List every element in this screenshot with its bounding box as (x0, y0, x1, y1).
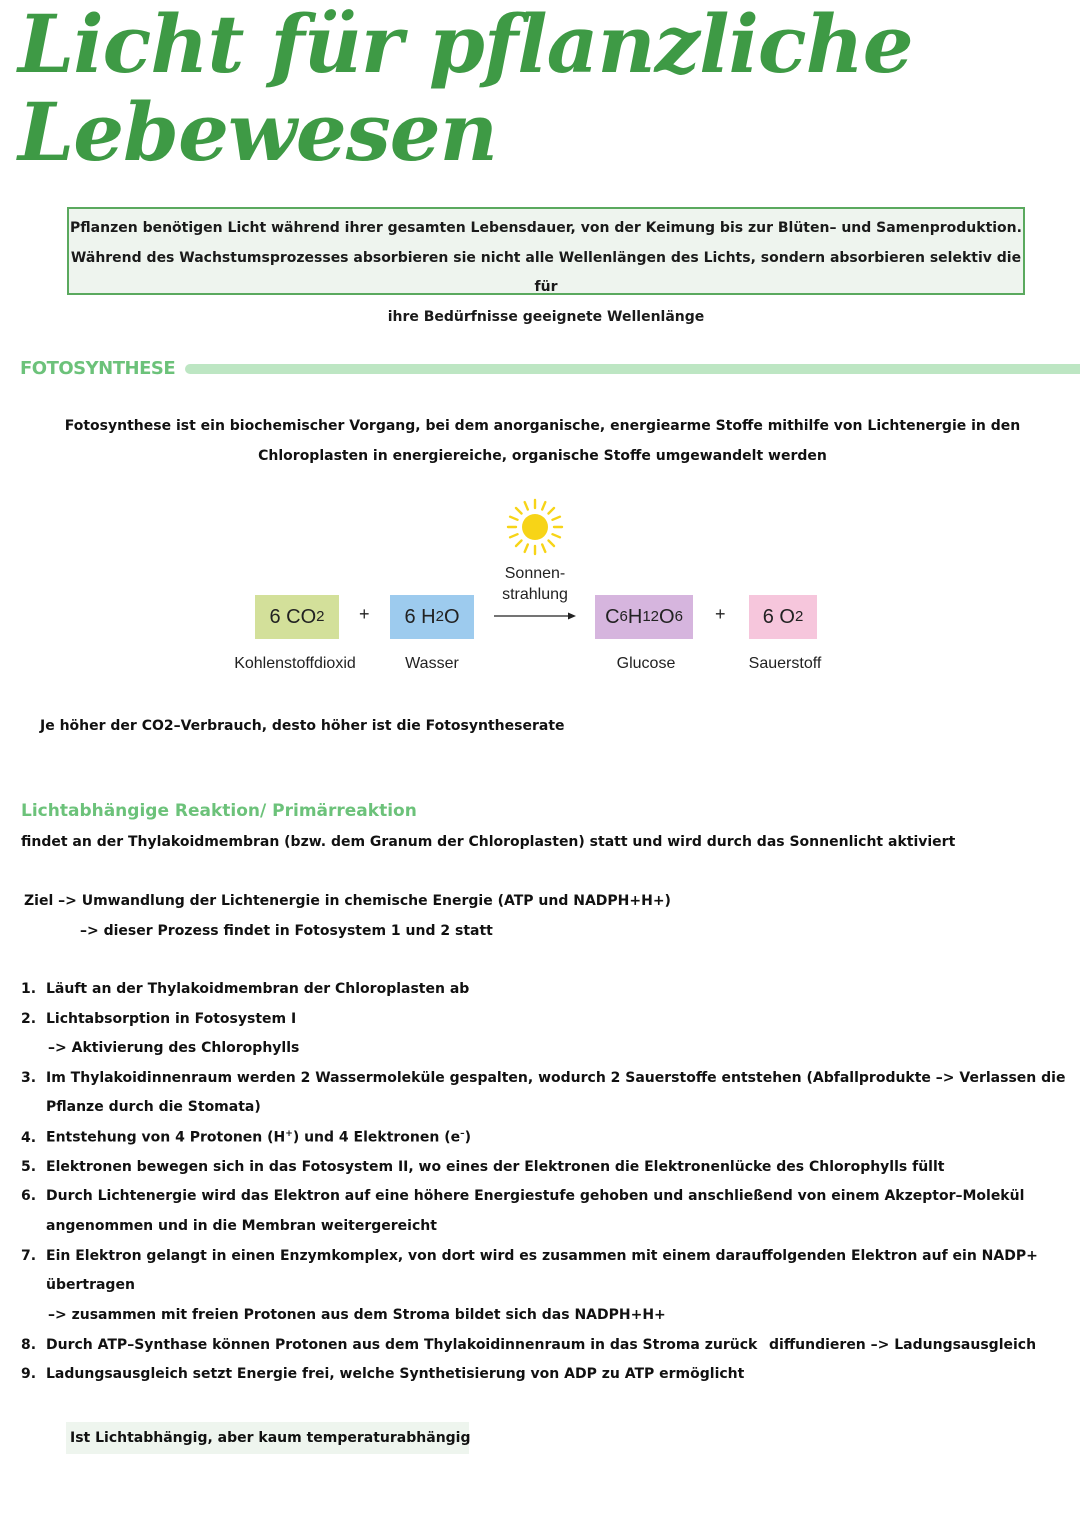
product-o2-box: 6 O 2 (749, 595, 817, 639)
list-item (21, 1366, 744, 1382)
electron-charge: – (460, 1129, 465, 1139)
list-item (21, 1337, 757, 1353)
label-kohlenstoffdioxid: Kohlenstoffdioxid (234, 655, 356, 672)
list-text: ) (464, 1129, 472, 1146)
label-sauerstoff: Sauerstoff (748, 655, 822, 672)
definition-line-1: Fotosynthese ist ein biochemischer Vorgang, bei dem anorganische, energiearme Stoffe mithilfe von Lichtenergie in den (64, 418, 1021, 434)
list-item-continuation: Pflanze durch die Stomata) (46, 1099, 261, 1115)
page-title (18, 0, 918, 179)
light-reaction-goal-sub: –> dieser Prozess findet in Fotosystem 1 und 2 statt (80, 923, 493, 939)
reactant-h2o-box: 6 H 2 O (390, 595, 474, 639)
list-item-note: –> zusammen mit freien Protonen aus dem Stroma bildet sich das NADPH+H+ (48, 1307, 666, 1323)
plus-sign: + (359, 604, 370, 624)
list-number: 4. (21, 1129, 37, 1146)
summary-note: Ist Lichtabhängig, aber kaum temperaturabhängig (66, 1422, 469, 1454)
h2o-formula-h: 6 H (404, 605, 436, 628)
list-text: Ein Elektron gelangt in einen Enzymkomplex, von dort wird es zusammen mit einem darauffolgenden Elektron auf ein NADP+ (46, 1248, 1038, 1264)
intro-line-2: Während des Wachstumsprozesses absorbieren sie nicht alle Wellenlängen des Lichts, sondern absorbieren selektiv die für (70, 249, 1022, 295)
glucose-o: O (659, 605, 675, 628)
list-text: Entstehung von 4 Protonen (H (46, 1129, 286, 1146)
list-item (21, 1129, 471, 1146)
list-item (21, 1188, 1024, 1204)
list-number: 9. (21, 1366, 37, 1382)
co2-note: Je höher der CO2–Verbrauch, desto höher ist die Fotosyntheserate (40, 718, 565, 734)
list-item-continuation: angenommen und in die Membran weitergereicht (46, 1218, 437, 1234)
glucose-c: C (605, 605, 620, 628)
label-glucose: Glucose (616, 655, 676, 672)
list-item-note: –> Aktivierung des Chlorophylls (48, 1040, 300, 1056)
product-glucose-box: C 6 H 12 O 6 (595, 595, 693, 639)
list-number: 1. (21, 981, 37, 997)
list-text: Durch Lichtenergie wird das Elektron auf eine höhere Energiestufe gehoben und anschließend von einem Akzeptor–Molekül (46, 1188, 1025, 1204)
list-item (21, 1011, 296, 1027)
list-item (21, 981, 469, 997)
proton-charge: + (285, 1129, 293, 1139)
section-heading-label: FOTOSYNTHESE (20, 358, 176, 379)
intro-line-3: ihre Bedürfnisse geeignete Wellenlänge (387, 308, 705, 325)
fotosynthese-definition (40, 411, 1045, 471)
list-text: Läuft an der Thylakoidmembran der Chloroplasten ab (46, 981, 470, 997)
h2o-formula-o: O (443, 605, 460, 628)
section-divider-bar (185, 364, 1080, 374)
definition-line-2: Chloroplasten in energiereiche, organische Stoffe umgewandelt werden (258, 448, 827, 464)
list-number: 2. (21, 1011, 37, 1027)
list-number: 3. (21, 1070, 37, 1086)
arrow-label-line-1: Sonnen- (504, 565, 566, 582)
plus-sign: + (715, 604, 726, 624)
list-item (21, 1070, 1065, 1086)
list-text: ) und 4 Elektronen (e (292, 1129, 461, 1146)
list-item-continuation: diffundieren –> Ladungsausgleich (769, 1337, 1037, 1353)
list-number: 6. (21, 1188, 37, 1204)
o2-formula: 6 O (762, 605, 795, 628)
list-number: 7. (21, 1248, 37, 1264)
list-text: Im Thylakoidinnenraum werden 2 Wassermoleküle gespalten, wodurch 2 Sauerstoffe entstehen (Abfallprodukte –> Verlassen die (46, 1070, 1066, 1086)
label-wasser: Wasser (405, 655, 459, 672)
list-text: Elektronen bewegen sich in das Fotosystem II, wo eines der Elektronen die Elektronenlücke des Chlorophylls füllt (46, 1159, 945, 1175)
reactant-co2-box: 6 CO 2 (255, 595, 339, 639)
page-title-line-1: Licht für pflanzliche (18, 0, 913, 91)
glucose-h: H (627, 605, 643, 628)
co2-formula: 6 CO (269, 605, 317, 628)
list-item-continuation: übertragen (46, 1277, 135, 1293)
light-reaction-heading: Lichtabhängige Reaktion/ Primärreaktion (21, 801, 417, 821)
page-title-line-2: Lebewesen (18, 85, 497, 179)
list-text: Lichtabsorption in Fotosystem I (46, 1011, 297, 1027)
list-item (21, 1248, 1038, 1264)
section-heading-fotosynthese (20, 358, 1080, 379)
intro-box (67, 207, 1025, 325)
reaction-arrow-icon (494, 610, 576, 622)
arrow-label-line-2: strahlung (502, 586, 568, 603)
intro-line-1: Pflanzen benötigen Licht während ihrer gesamten Lebensdauer, von der Keimung bis zur Blüten– und Samenproduktion. (70, 220, 1022, 236)
light-reaction-location: findet an der Thylakoidmembran (bzw. dem Granum der Chloroplasten) statt und wird durch das Sonnenlicht aktiviert (21, 834, 956, 850)
list-item (21, 1159, 944, 1175)
list-text: Ladungsausgleich setzt Energie frei, welche Synthetisierung von ADP zu ATP ermöglicht (46, 1366, 745, 1382)
list-number: 8. (21, 1337, 37, 1353)
list-text: Durch ATP–Synthase können Protonen aus dem Thylakoidinnenraum in das Stroma zurück (46, 1337, 758, 1353)
sun-icon (506, 498, 564, 556)
arrow-label (490, 563, 580, 605)
list-number: 5. (21, 1159, 37, 1175)
light-reaction-goal: Ziel –> Umwandlung der Lichtenergie in chemische Energie (ATP und NADPH+H+) (24, 893, 671, 909)
